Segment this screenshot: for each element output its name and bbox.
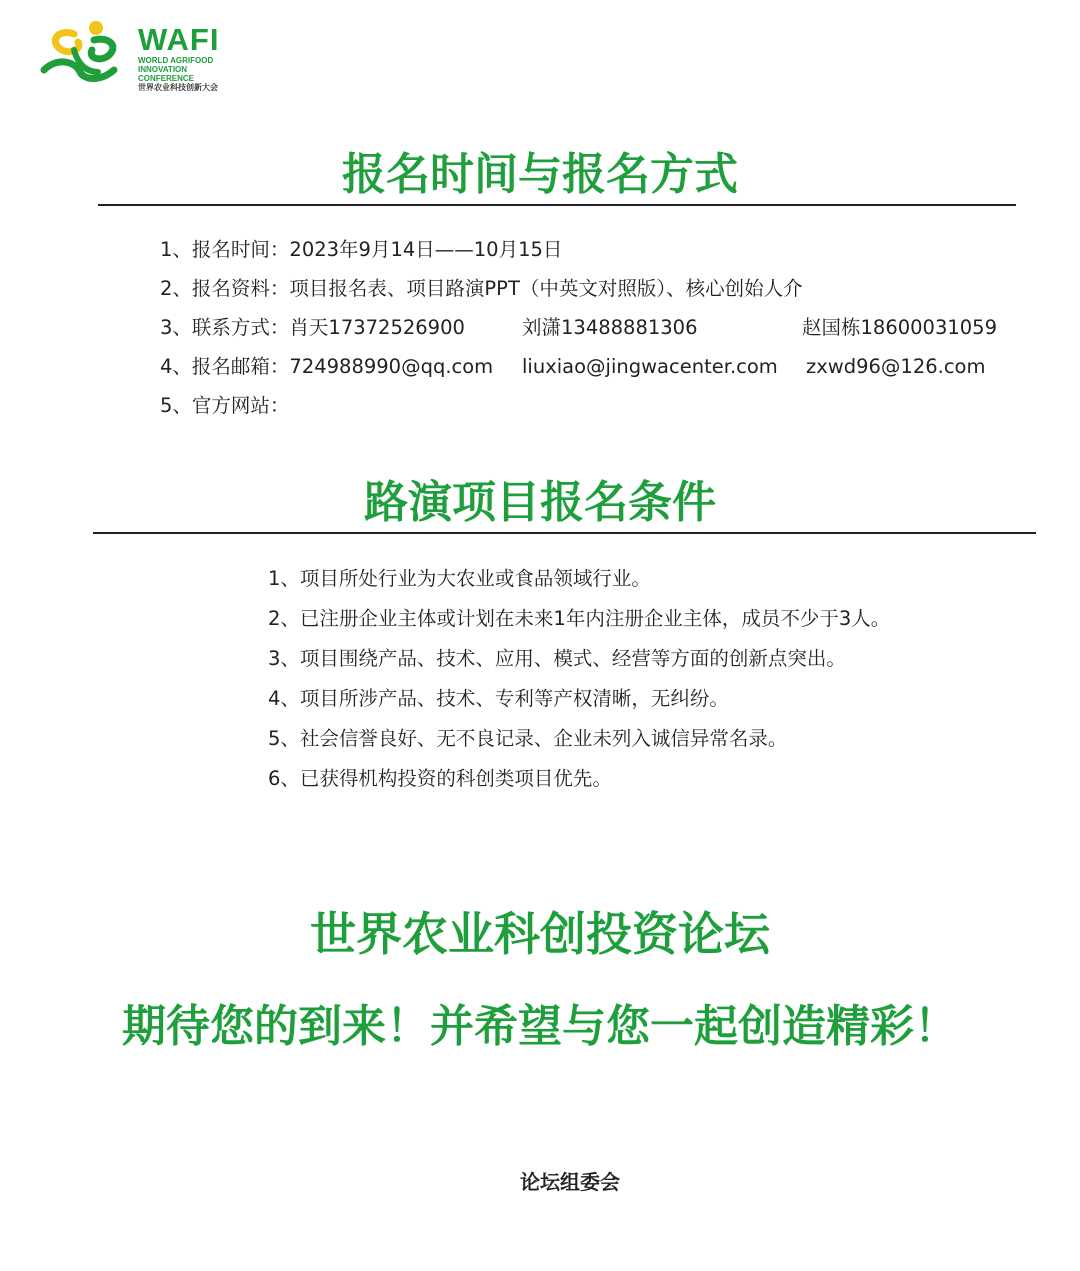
website-item bbox=[160, 392, 803, 431]
wafi-emblem-icon bbox=[34, 20, 134, 86]
condition-item: 1、项目所处行业为大农业或食品领域行业。 bbox=[268, 567, 651, 590]
section2-divider bbox=[93, 532, 1036, 534]
item-label: 2、报名资料： bbox=[160, 277, 290, 300]
contact-1: 肖天17372526900 bbox=[289, 316, 465, 339]
section1-divider bbox=[98, 204, 1016, 206]
registration-time-value: 2023年9月14日——10月15日 bbox=[289, 238, 563, 261]
logo-subtitle-cn: 世界农业科技创新大会 bbox=[138, 83, 218, 92]
wafi-logo bbox=[34, 20, 244, 92]
condition-item: 2、已注册企业主体或计划在未来1年内注册企业主体，成员不少于3人。 bbox=[268, 607, 891, 630]
contact-2: 刘潇13488881306 bbox=[522, 316, 698, 339]
item-label: 1、报名时间： bbox=[160, 238, 290, 261]
section2-title: 路演项目报名条件 bbox=[364, 477, 716, 528]
forum-name: 世界农业科创投资论坛 bbox=[310, 907, 770, 961]
logo-subtitle-line1: WORLD AGRIFOOD bbox=[138, 56, 214, 65]
logo-subtitle-line2: INNOVATION CONFERENCE bbox=[138, 65, 195, 83]
email-2: liuxiao@jingwacenter.com bbox=[522, 355, 778, 378]
registration-materials-item bbox=[160, 275, 803, 314]
condition-item: 4、项目所涉产品、技术、专利等产权清晰，无纠纷。 bbox=[268, 687, 729, 710]
registration-time-item bbox=[160, 236, 803, 275]
item-label: 5、官方网站： bbox=[160, 394, 290, 417]
condition-item: 3、项目围绕产品、技术、应用、模式、经营等方面的创新点突出。 bbox=[268, 647, 846, 670]
signature: 论坛组委会 bbox=[520, 1170, 620, 1194]
email-item bbox=[160, 353, 986, 392]
slogan: 期待您的到来！并希望与您一起创造精彩！ bbox=[122, 1001, 958, 1052]
condition-item: 5、社会信誉良好、无不良记录、企业未列入诚信异常名录。 bbox=[268, 727, 788, 750]
item-label: 4、报名邮箱： bbox=[160, 355, 290, 378]
contact-3: 赵国栋18600031059 bbox=[802, 316, 997, 339]
email-3: zxwd96@126.com bbox=[806, 355, 986, 378]
condition-item: 6、已获得机构投资的科创类项目优先。 bbox=[268, 767, 612, 790]
item-label: 3、联系方式： bbox=[160, 316, 290, 339]
section1-title: 报名时间与报名方式 bbox=[342, 149, 738, 200]
registration-info-list bbox=[160, 236, 997, 431]
registration-materials-value: 项目报名表、项目路演PPT（中英文对照版）、核心创始人介 bbox=[289, 277, 803, 300]
logo-name: WAFI bbox=[138, 22, 220, 57]
contact-item bbox=[160, 314, 997, 353]
email-1: 724988990@qq.com bbox=[289, 355, 494, 378]
conditions-list bbox=[268, 565, 890, 805]
